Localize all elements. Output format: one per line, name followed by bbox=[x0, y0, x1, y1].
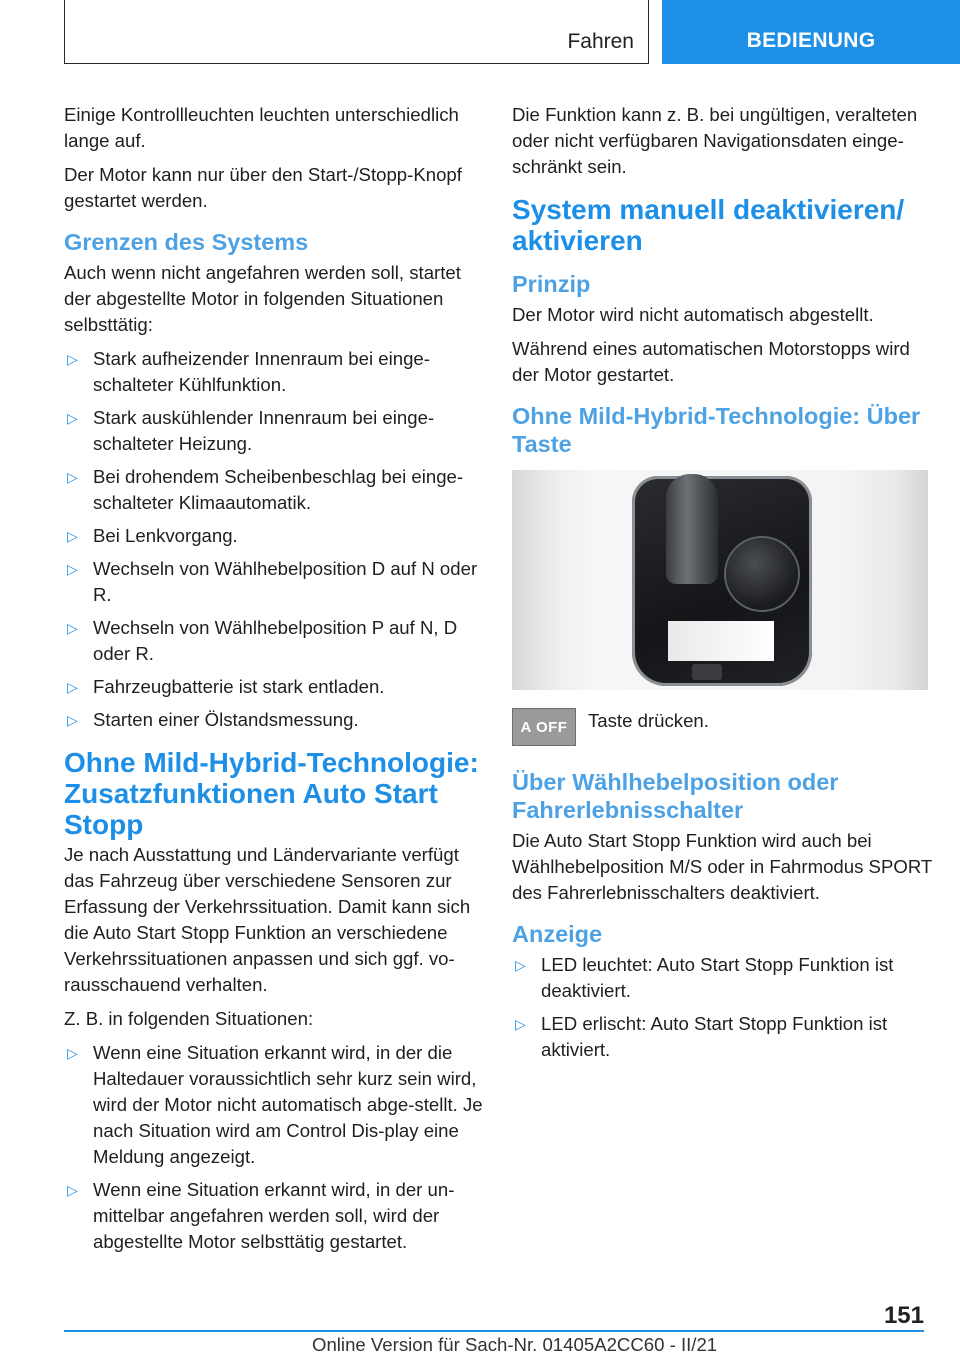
example-situation-list bbox=[64, 1040, 484, 1255]
bullet-triangle-icon: ▷ bbox=[515, 1016, 526, 1032]
gear-selector-lever bbox=[666, 474, 718, 584]
bullet-triangle-icon: ▷ bbox=[67, 712, 78, 728]
trim-panel bbox=[668, 621, 774, 661]
footer-version-text: Online Version für Sach-Nr. 01405A2CC60 - II/21 bbox=[312, 1334, 718, 1355]
paragraph: Je nach Ausstattung und Ländervariante verfügt das Fahrzeug über verschiedene Sensoren zur Erfassung der Verkehrssituation. Damit kann sich die Auto Start Stopp Funktion an verschiedene Verkehrssituationen anpassen und sich ggf. vo-rausschauend verhalten. bbox=[64, 844, 471, 995]
list-item: ▷ Wechseln von Wählhebelposition P auf N, D oder R. bbox=[67, 617, 458, 664]
paragraph: Z. B. in folgenden Situationen: bbox=[64, 1008, 314, 1029]
button-instruction bbox=[512, 708, 932, 746]
list-item: ▷ Starten einer Ölstandsmessung. bbox=[64, 707, 484, 733]
paragraph: Die Auto Start Stopp Funktion wird auch bei Wählhebelposition M/S oder in Fahrmodus SPORT des Fahrerlebnisschalters deaktiviert. bbox=[512, 830, 932, 903]
list-item: ▷ LED leuchtet: Auto Start Stopp Funktion ist deaktiviert. bbox=[515, 954, 894, 1001]
console-panel bbox=[632, 476, 812, 686]
paragraph: Während eines automatischen Motorstopps wird der Motor gestartet. bbox=[512, 338, 910, 385]
center-console-photo bbox=[512, 470, 928, 690]
bullet-triangle-icon: ▷ bbox=[67, 351, 78, 367]
footer-divider bbox=[64, 1330, 924, 1332]
list-item: ▷ Stark aufheizender Innenraum bei einge-schalteter Kühlfunktion. bbox=[67, 348, 430, 395]
bullet-triangle-icon: ▷ bbox=[67, 469, 78, 485]
header-chapter-label: BEDIENUNG bbox=[746, 29, 876, 52]
paragraph: Die Funktion kann z. B. bei ungültigen, veralteten oder nicht verfügbaren Navigationsdaten einge-schränkt sein. bbox=[512, 104, 918, 177]
auto-start-stop-off-icon: A OFF bbox=[512, 708, 576, 746]
instruction-text: Taste drücken. bbox=[588, 710, 709, 731]
bullet-triangle-icon: ▷ bbox=[67, 1182, 78, 1198]
page-number: 151 bbox=[883, 1302, 924, 1329]
heading-manual-toggle: System manuell deaktivieren/ aktivieren bbox=[512, 194, 905, 256]
bullet-triangle-icon: ▷ bbox=[67, 561, 78, 577]
list-item: ▷ Wenn eine Situation erkannt wird, in der die Haltedauer voraussichtlich sehr kurz sein wird, wird der Motor nicht automatisch abge-stellt. Je nach Situation wird am Control Dis-play eine Meldung angezeigt. bbox=[67, 1042, 483, 1167]
right-column bbox=[512, 102, 932, 1070]
list-item: ▷ Fahrzeugbatterie ist stark entladen. bbox=[64, 674, 484, 700]
header-chapter-tab bbox=[662, 0, 960, 64]
list-item: ▷ Wenn eine Situation erkannt wird, in der un-mittelbar angefahren werden soll, wird der abgestellte Motor selbsttätig gestartet. bbox=[67, 1179, 455, 1252]
heading-additional-functions: Ohne Mild-Hybrid-Technologie: Zusatzfunktionen Auto Start Stopp bbox=[64, 747, 479, 840]
list-item: ▷ Wechseln von Wählhebelposition D auf N oder R. bbox=[67, 558, 478, 605]
heading-via-selector: Über Wählhebelposition oder Fahrerlebnisschalter bbox=[512, 769, 839, 823]
indicator-list bbox=[512, 952, 932, 1063]
bullet-triangle-icon: ▷ bbox=[67, 679, 78, 695]
bullet-triangle-icon: ▷ bbox=[67, 410, 78, 426]
left-column bbox=[64, 102, 484, 1262]
bullet-triangle-icon: ▷ bbox=[67, 1045, 78, 1061]
header-frame bbox=[64, 0, 649, 64]
paragraph: Der Motor wird nicht automatisch abgestellt. bbox=[512, 304, 874, 325]
heading-system-limits: Grenzen des Systems bbox=[64, 229, 309, 255]
bullet-triangle-icon: ▷ bbox=[515, 957, 526, 973]
bullet-triangle-icon: ▷ bbox=[67, 528, 78, 544]
situation-list bbox=[64, 346, 484, 733]
list-item: ▷ Bei Lenkvorgang. bbox=[64, 523, 484, 549]
controller-knob bbox=[726, 538, 798, 610]
list-item: ▷ Bei drohendem Scheibenbeschlag bei einge-schalteter Klimaautomatik. bbox=[67, 466, 464, 513]
paragraph: Auch wenn nicht angefahren werden soll, startet der abgestellte Motor in folgenden Situationen selbsttätig: bbox=[64, 262, 461, 335]
list-item: ▷ Stark auskühlender Innenraum bei einge-schalteter Heizung. bbox=[67, 407, 435, 454]
header-section-title: Fahren bbox=[567, 30, 634, 53]
paragraph: Der Motor kann nur über den Start-/Stopp-Knopf gestartet werden. bbox=[64, 164, 462, 211]
bullet-triangle-icon: ▷ bbox=[67, 620, 78, 636]
heading-via-button: Ohne Mild-Hybrid-Technologie: Über Taste bbox=[512, 403, 921, 457]
list-item: ▷ LED erlischt: Auto Start Stopp Funktion ist aktiviert. bbox=[515, 1013, 888, 1060]
heading-display: Anzeige bbox=[512, 921, 603, 947]
paragraph: Einige Kontrollleuchten leuchten unterschiedlich lange auf. bbox=[64, 104, 459, 151]
auto-start-stop-button bbox=[692, 664, 722, 680]
heading-principle: Prinzip bbox=[512, 271, 591, 297]
